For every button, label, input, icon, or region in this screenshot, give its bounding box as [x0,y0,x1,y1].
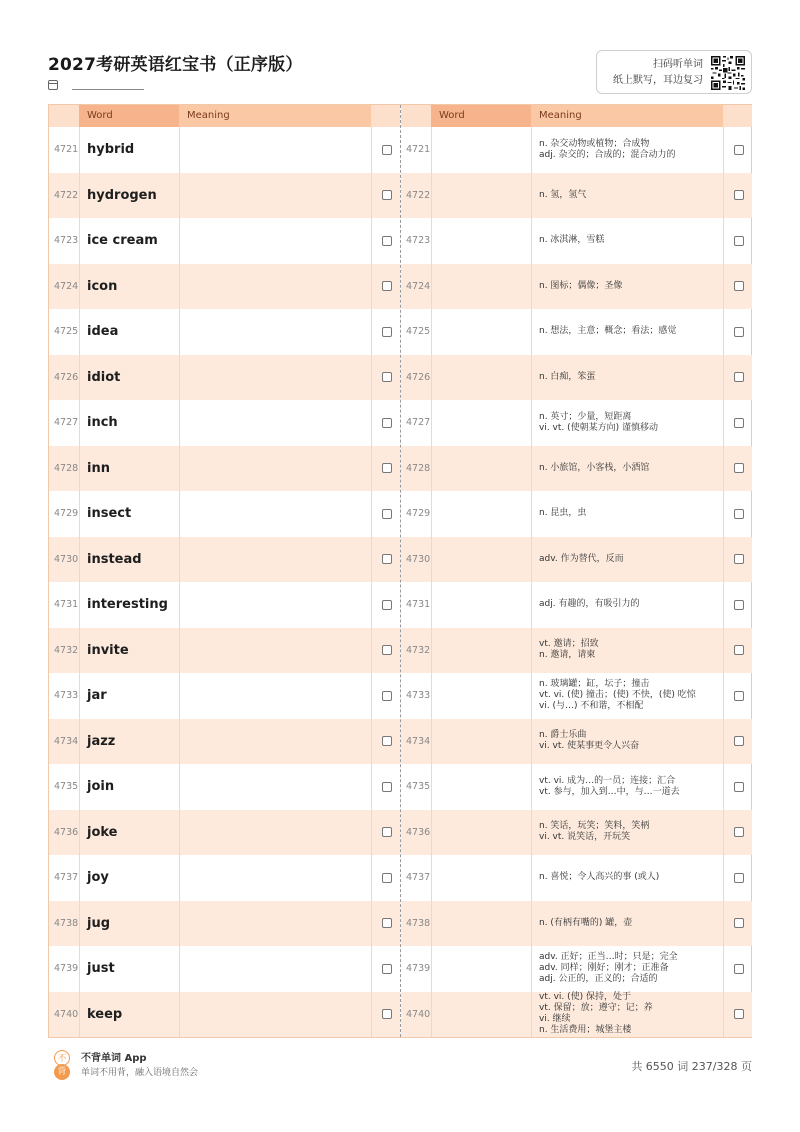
word-number: 4725 [54,326,79,338]
column-divider [79,127,80,1037]
table-row [401,400,752,446]
checkbox[interactable] [382,782,392,792]
word-number: 4724 [406,280,431,292]
word-meaning [539,901,727,947]
meaning-line: vt. 邀请；招致 [539,639,599,650]
word-number: 4729 [406,508,431,520]
calendar-icon [48,80,58,90]
word-number: 4740 [406,1008,431,1020]
word-text: join [87,779,115,795]
word-number: 4724 [54,280,79,292]
table-row [401,855,752,901]
table-row [49,946,400,992]
word-text: just [87,961,115,977]
word-number: 4722 [406,189,431,201]
checkbox[interactable] [734,509,744,519]
word-text: instead [87,551,142,567]
meaning-line: adv. 作为替代，反而 [539,553,624,564]
checkbox[interactable] [734,964,744,974]
logo-top-char: 不 [54,1050,70,1066]
word-text: inch [87,415,118,431]
word-number: 4733 [406,690,431,702]
meaning-line: adv. 同样；刚好；刚才；正准备 [539,963,669,974]
word-number: 4730 [406,553,431,565]
word-text: jazz [87,733,116,749]
word-number: 4726 [54,371,79,383]
checkbox[interactable] [734,190,744,200]
table-row [401,264,752,310]
meaning-line: n. 氢，氢气 [539,189,587,200]
word-table [48,104,752,1038]
table-row [401,764,752,810]
word-number: 4730 [54,553,79,565]
table-row [49,355,400,401]
word-meaning [539,446,727,492]
word-text: insect [87,506,132,522]
header-meaning: Meaning [531,105,723,127]
table-row [49,673,400,719]
meaning-line: n. 小旅馆，小客栈，小酒馆 [539,462,650,473]
column-divider [431,127,432,1037]
date-row [48,80,144,90]
column-divider [371,127,372,1037]
word-text: invite [87,642,129,658]
word-number: 4734 [54,735,79,747]
word-meaning [539,628,727,674]
word-number: 4728 [406,462,431,474]
word-meaning [539,764,727,810]
checkbox[interactable] [734,372,744,382]
word-number: 4736 [406,826,431,838]
checkbox[interactable] [734,554,744,564]
checkbox[interactable] [734,782,744,792]
word-meaning [539,537,727,583]
header-word: Word [431,105,531,127]
scan-line-2: 纸上默写，耳边复习 [613,75,703,86]
word-number: 4734 [406,735,431,747]
table-header [401,105,752,127]
meaning-line: n. 白痴，笨蛋 [539,371,596,382]
qr-code-icon[interactable] [711,56,745,90]
checkbox[interactable] [382,327,392,337]
word-number: 4732 [54,644,79,656]
table-row [401,810,752,856]
table-row [401,628,752,674]
checkbox[interactable] [382,372,392,382]
checkbox[interactable] [734,918,744,928]
table-row [49,901,400,947]
meaning-line: n. 冰淇淋，雪糕 [539,235,605,246]
word-number: 4738 [54,917,79,929]
table-row [401,673,752,719]
word-text: ice cream [87,233,158,249]
checkbox[interactable] [382,918,392,928]
word-number: 4721 [54,144,79,156]
checkbox[interactable] [734,645,744,655]
scan-line-1: 扫码听单词 [653,59,703,70]
word-number: 4740 [54,1008,79,1020]
checkbox[interactable] [734,736,744,746]
app-name: 不背单词 App [81,1053,147,1064]
meaning-line: vt. 保留；放；遵守；记；养 [539,1003,653,1014]
column-divider [179,127,180,1037]
checkbox[interactable] [734,145,744,155]
word-number: 4737 [406,872,431,884]
word-number: 4735 [406,781,431,793]
table-row [49,719,400,765]
word-meaning [539,491,727,537]
table-row [401,309,752,355]
checkbox[interactable] [382,236,392,246]
table-row [49,309,400,355]
checkbox[interactable] [734,827,744,837]
table-row [401,491,752,537]
table-row [49,491,400,537]
word-meaning [539,855,727,901]
meaning-line: vi. 继续 [539,1014,571,1025]
table-row [401,218,752,264]
meaning-column-half [401,105,752,1037]
word-text: hydrogen [87,187,157,203]
word-column-half [49,105,400,1037]
table-row [401,446,752,492]
word-text: idea [87,324,119,340]
word-number: 4739 [406,963,431,975]
checkbox[interactable] [382,281,392,291]
word-meaning [539,719,727,765]
checkbox[interactable] [382,190,392,200]
meaning-line: n. 英寸；少量，短距离 [539,411,632,422]
checkbox[interactable] [734,1009,744,1019]
table-row [49,446,400,492]
checkbox[interactable] [382,691,392,701]
meaning-line: n. 杂交动物或植物；合成物 [539,138,650,149]
checkbox[interactable] [382,418,392,428]
word-number: 4732 [406,644,431,656]
word-number: 4728 [54,462,79,474]
checkbox[interactable] [382,1009,392,1019]
meaning-line: adv. 正好；正当…时；只是；完全 [539,952,678,963]
table-row [49,810,400,856]
table-row [401,127,752,173]
checkbox[interactable] [734,281,744,291]
table-row [49,992,400,1038]
meaning-line: n. 笑话，玩笑；笑料，笑柄 [539,821,650,832]
word-text: icon [87,278,118,294]
meaning-line: n. 生活费用；城堡主楼 [539,1025,632,1036]
table-row [401,355,752,401]
date-field[interactable] [72,80,144,90]
word-meaning [539,946,727,992]
word-number: 4731 [54,599,79,611]
word-number: 4727 [54,417,79,429]
word-text: idiot [87,369,121,385]
meaning-line: n. (有柄有嘴的) 罐，壶 [539,917,633,928]
meaning-line: vt. vi. 成为…的一员；连接；汇合 [539,775,676,786]
meaning-line: n. 喜悦；令人高兴的事 (或人) [539,872,660,883]
page-info: 共 6550 词 237/328 页 [631,1060,752,1073]
meaning-line: vt. vi. (使) 撞击；(使) 不快，(使) 吃惊 [539,690,696,701]
table-row [49,537,400,583]
word-number: 4731 [406,599,431,611]
word-meaning [539,673,727,719]
word-number: 4723 [54,235,79,247]
scan-qr-box[interactable] [596,50,752,94]
page-header [48,50,752,100]
column-divider [531,127,532,1037]
word-number: 4739 [54,963,79,975]
meaning-line: vi. (与…) 不和谐，不相配 [539,701,644,712]
checkbox[interactable] [382,145,392,155]
word-meaning [539,127,727,173]
app-slogan: 单词不用背，融入语境自然会 [81,1068,199,1078]
word-text: joy [87,870,109,886]
meaning-line: adj. 公正的，正义的；合适的 [539,974,658,985]
table-row [401,901,752,947]
meaning-line: adj. 有趣的，有吸引力的 [539,599,640,610]
page-title: 2027考研英语红宝书（正序版） [48,55,303,75]
meaning-line: n. 昆虫，虫 [539,508,587,519]
table-row [401,946,752,992]
word-text: keep [87,1006,123,1022]
meaning-line: n. 玻璃罐；缸，坛子；撞击 [539,679,650,690]
word-number: 4723 [406,235,431,247]
word-number: 4735 [54,781,79,793]
table-row [49,218,400,264]
column-divider [723,127,724,1037]
meaning-line: n. 爵士乐曲 [539,730,587,741]
word-meaning [539,400,727,446]
scan-text [613,57,703,89]
word-number: 4737 [54,872,79,884]
checkbox[interactable] [382,509,392,519]
word-number: 4727 [406,417,431,429]
checkbox[interactable] [382,827,392,837]
word-number: 4738 [406,917,431,929]
table-row [401,719,752,765]
word-meaning [539,810,727,856]
word-number: 4721 [406,144,431,156]
table-row [49,400,400,446]
table-row [401,173,752,219]
word-text: jug [87,915,111,931]
meaning-line: vi. vt. 说笑话，开玩笑 [539,832,631,843]
table-row [401,992,752,1038]
meaning-line: vt. vi. (使) 保持，处于 [539,992,632,1003]
meaning-line: vt. 参与，加入到…中，与…一道去 [539,786,680,797]
word-meaning [539,218,727,264]
word-number: 4736 [54,826,79,838]
checkbox[interactable] [382,463,392,473]
table-row [49,264,400,310]
page-footer [48,1048,752,1084]
word-meaning [539,309,727,355]
checkbox[interactable] [734,236,744,246]
checkbox[interactable] [382,554,392,564]
checkbox[interactable] [734,691,744,701]
word-meaning [539,992,727,1038]
word-number: 4722 [54,189,79,201]
checkbox[interactable] [382,600,392,610]
header-word: Word [79,105,179,127]
table-row [401,537,752,583]
checkbox[interactable] [734,327,744,337]
checkbox[interactable] [382,964,392,974]
app-logo-icon [52,1050,72,1080]
word-meaning [539,582,727,628]
table-header [49,105,400,127]
meaning-line: adj. 杂交的；合成的；混合动力的 [539,149,676,160]
word-text: inn [87,460,110,476]
checkbox[interactable] [382,736,392,746]
word-text: hybrid [87,142,135,158]
word-number: 4725 [406,326,431,338]
table-row [49,582,400,628]
checkbox[interactable] [382,645,392,655]
word-text: interesting [87,597,168,613]
checkbox[interactable] [734,463,744,473]
table-row [49,127,400,173]
word-meaning [539,355,727,401]
table-row [49,173,400,219]
logo-bottom-char: 背 [54,1064,70,1080]
table-row [49,764,400,810]
checkbox[interactable] [734,873,744,883]
table-row [49,628,400,674]
table-row [49,855,400,901]
header-meaning: Meaning [179,105,371,127]
meaning-line: n. 想法，主意；概念；看法；感觉 [539,326,677,337]
meaning-line: vi. vt. 使某事更令人兴奋 [539,741,640,752]
word-number: 4733 [54,690,79,702]
checkbox[interactable] [734,600,744,610]
meaning-line: vi. vt. (使朝某方向) 谨慎移动 [539,422,659,433]
word-meaning [539,264,727,310]
table-row [401,582,752,628]
word-number: 4729 [54,508,79,520]
word-text: joke [87,824,118,840]
word-meaning [539,173,727,219]
meaning-line: n. 邀请，请柬 [539,650,596,661]
checkbox[interactable] [734,418,744,428]
checkbox[interactable] [382,873,392,883]
word-text: jar [87,688,107,704]
meaning-line: n. 图标；偶像；圣像 [539,280,623,291]
word-number: 4726 [406,371,431,383]
